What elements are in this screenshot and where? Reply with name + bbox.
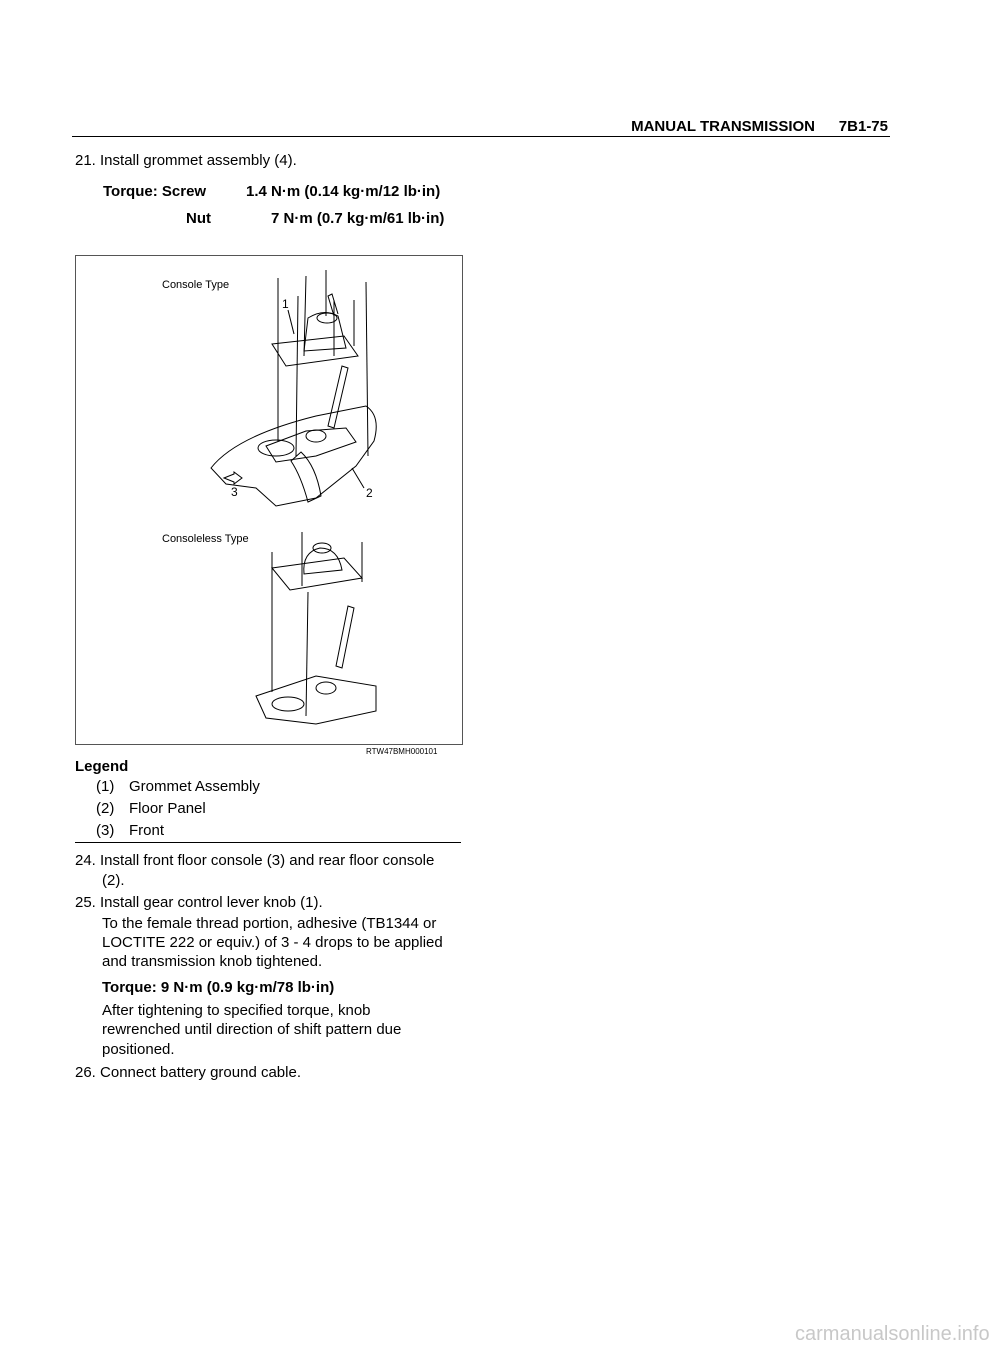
step-25-paragraph-3: and transmission knob tightened. [102,953,323,970]
callout-1: 1 [282,297,289,311]
step-26: 26. Connect battery ground cable. [75,1064,301,1081]
step-24-line-1: 24. Install front floor console (3) and rear floor console [75,852,435,869]
legend-num: (3) [96,822,115,839]
torque-nut-value: 7 N·m (0.7 kg·m/61 lb·in) [271,210,445,227]
torque-screw-value: 1.4 N·m (0.14 kg·m/12 lb·in) [246,183,441,200]
torque-nut-label: Nut [186,210,211,227]
legend-num: (2) [96,800,115,817]
grommet-plate-bottom [272,558,362,590]
grommet-plate-top [272,336,358,366]
shift-lever-bottom [336,606,354,668]
shift-lever-top [328,366,348,428]
torque-screw-label: Torque: Screw [103,183,207,200]
step-25-after-2: rewrenched until direction of shift pattern due [102,1021,402,1038]
section-title: MANUAL TRANSMISSION [631,118,815,135]
legend-label: Grommet Assembly [129,778,260,795]
step-25: 25. Install gear control lever knob (1). [75,894,323,911]
figure-illustration [76,256,462,744]
step-25-torque: Torque: 9 N·m (0.9 kg·m/78 lb·in) [102,979,335,996]
legend-divider [75,842,461,843]
legend-label: Front [129,822,165,839]
grommet-boot-top [304,312,346,351]
callout-3: 3 [231,485,238,499]
legend-item [0,822,460,840]
label-consoleless-type: Consoleless Type [162,533,249,545]
callout-2: 2 [366,486,373,500]
legend-item [0,800,460,818]
page-header [72,118,890,137]
legend-title: Legend [75,758,129,775]
step-24-line-2: (2). [102,872,125,889]
figure-code: RTW47BMH000101 [366,747,438,756]
step-25-paragraph-2: LOCTITE 222 or equiv.) of 3 - 4 drops to be applied [102,934,443,951]
step-25-paragraph-1: To the female thread portion, adhesive (TB1344 or [102,915,437,932]
step-21: 21. Install grommet assembly (4). [75,152,297,169]
legend-num: (1) [96,778,115,795]
page-number: 7B1-75 [838,118,888,135]
figure-shift-lever-install [75,255,463,745]
watermark: carmanualsonline.info [795,1323,990,1345]
step-25-after-1: After tightening to specified torque, knob [102,1002,371,1019]
label-console-type: Console Type [162,279,230,291]
legend-item [0,778,460,796]
step-25-after-3: positioned. [102,1041,175,1058]
front-arrow-icon [224,472,242,484]
legend-label: Floor Panel [129,800,206,817]
